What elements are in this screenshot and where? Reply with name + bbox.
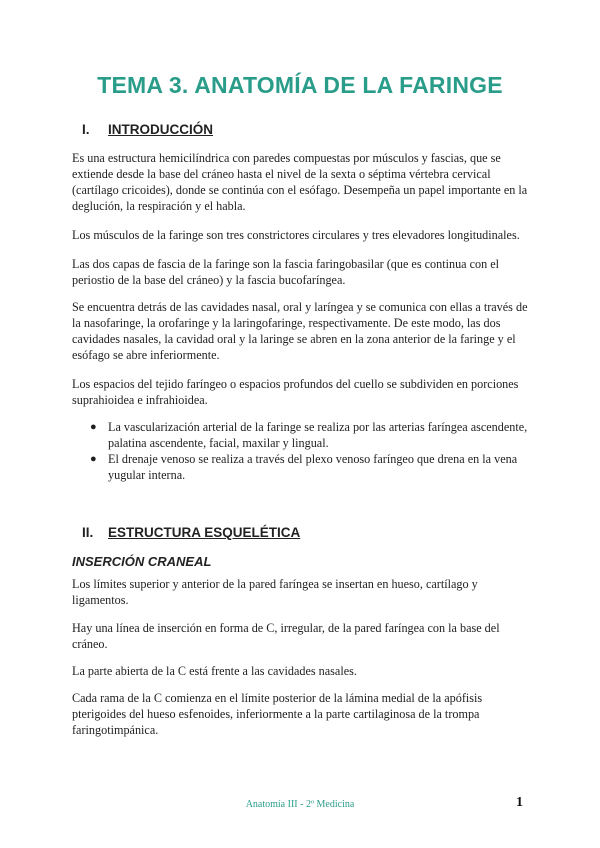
bullet-list — [90, 419, 530, 483]
bullet-icon: ● — [90, 421, 97, 433]
section-number: I. — [82, 122, 90, 137]
paragraph: Cada rama de la C comienza en el límite posterior de la lámina medial de la apófisis pterigoides del hueso esfenoides, inferiormente a la parte cartilaginosa de la trompa faringotimpánica. — [72, 691, 483, 737]
bullet-icon: ● — [90, 453, 97, 465]
paragraph: Hay una línea de inserción en forma de C, irregular, de la pared faríngea con la base del cráneo. — [72, 621, 500, 651]
section-heading-estructura — [82, 525, 300, 540]
paragraph: Los límites superior y anterior de la pared faríngea se insertan en hueso, cartílago y ligamentos. — [72, 577, 478, 607]
paragraph: La parte abierta de la C está frente a las cavidades nasales. — [72, 664, 357, 678]
section-title: ESTRUCTURA ESQUELÉTICA — [108, 525, 301, 540]
page-footer: Anatomía III - 2º Medicina — [245, 799, 355, 810]
paragraph: Los espacios del tejido faríngeo o espacios profundos del cuello se subdividen en porciones suprahioidea e infrahioidea. — [72, 377, 519, 407]
subsection-heading: INSERCIÓN CRANEAL — [72, 554, 212, 569]
paragraph: Los músculos de la faringe son tres constrictores circulares y tres elevadores longitudinales. — [72, 228, 520, 242]
paragraph: Se encuentra detrás de las cavidades nasal, oral y laríngea y se comunica con ellas a través de la nasofaringe, la orofaringe y la laringofaringe, respectivamente. De este modo, las dos cavidades nasales, la cavidad oral y la laringe se abren en la zona anterior de la faringe y el esófago se abre inferiormente. — [72, 300, 528, 362]
paragraph: Las dos capas de fascia de la faringe son la fascia faringobasilar (que es continua con el periostio de la base del cráneo) y la fascia bucofaríngea. — [72, 257, 500, 287]
page-title: TEMA 3. ANATOMÍA DE LA FARINGE — [97, 72, 503, 98]
paragraph: Es una estructura hemicilíndrica con paredes compuestas por músculos y fascias, que se extiende desde la base del cráneo hasta el nivel de la sexta o séptima vértebra cervical (cartílago cricoides), donde se continúa con el esófago. Desempeña un papel importante en la deglución, la respiración y el habla. — [72, 151, 528, 213]
section-title: INTRODUCCIÓN — [108, 122, 213, 137]
list-item: ● La vascularización arterial de la faringe se realiza por las arterias faríngea ascendente, palatina ascendente, facial, maxilar y lingual. — [90, 420, 528, 450]
page-number: 1 — [516, 795, 523, 810]
section-number: II. — [82, 525, 94, 540]
list-item: ● El drenaje venoso se realiza a través del plexo venoso faríngeo que drena en la vena yugular interna. — [90, 452, 518, 482]
section-heading-introduccion — [82, 122, 213, 137]
